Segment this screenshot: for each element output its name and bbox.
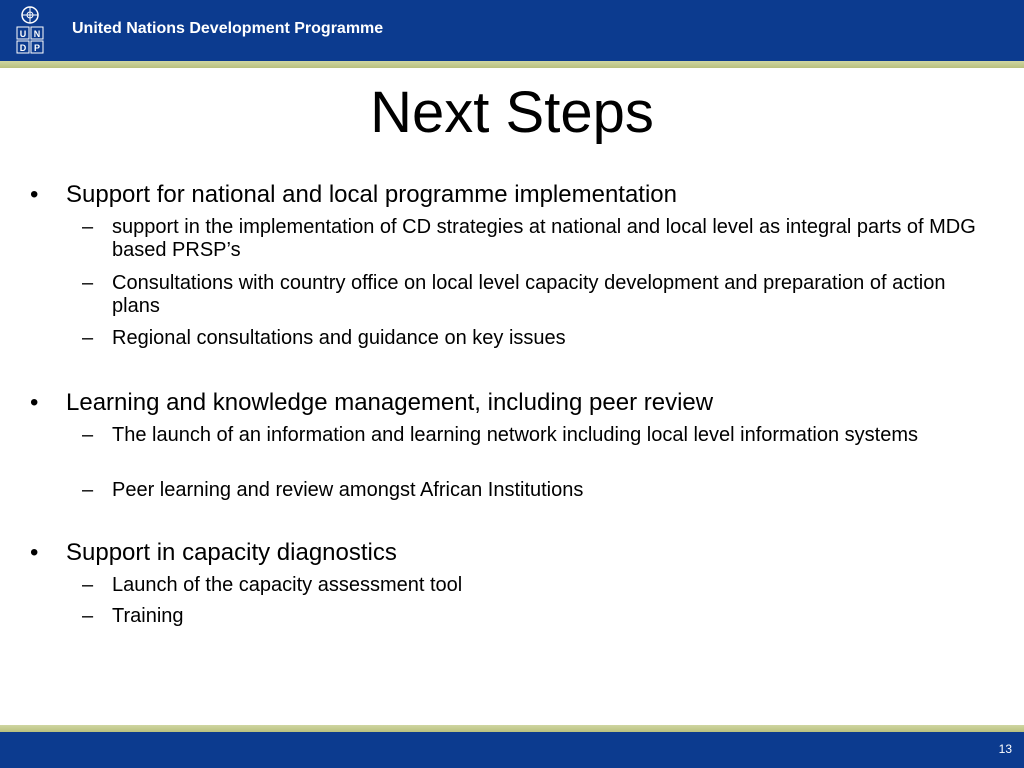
svg-text:D: D xyxy=(19,43,27,53)
bullet-mark: • xyxy=(30,539,39,566)
svg-text:P: P xyxy=(33,43,41,53)
bullet-text: Support for national and local programme implementation xyxy=(66,181,678,208)
sub-text: Regional consultations and guidance on key issues xyxy=(112,327,566,349)
sub-mark: – xyxy=(82,605,94,627)
bullet-mark: • xyxy=(30,181,39,208)
sub-text: Launch of the capacity assessment tool xyxy=(112,574,463,596)
page-number: 13 xyxy=(998,742,1012,756)
bullet-text: Learning and knowledge management, including peer review xyxy=(66,389,714,416)
sub-mark: – xyxy=(82,574,94,596)
sub-text: support in the implementation of CD strategies at national and local level as integral parts of MDG based PRSP’s xyxy=(112,216,976,261)
footer-accent-line xyxy=(0,725,1024,732)
sub-mark: – xyxy=(82,424,94,446)
svg-text:N: N xyxy=(33,29,41,39)
org-name: United Nations Development Programme xyxy=(72,20,384,37)
sub-text: The launch of an information and learning network including local level information systems xyxy=(112,424,918,446)
sub-mark: – xyxy=(82,272,94,294)
sub-mark: – xyxy=(82,479,94,501)
svg-text:U: U xyxy=(19,29,27,39)
footer-bar xyxy=(0,732,1024,768)
bullet-text: Support in capacity diagnostics xyxy=(66,539,397,566)
sub-mark: – xyxy=(82,327,94,349)
sub-mark: – xyxy=(82,216,94,238)
slide-title: Next Steps xyxy=(370,80,654,145)
sub-text: Training xyxy=(112,605,184,627)
sub-text: Consultations with country office on local level capacity development and preparation of action plans xyxy=(112,272,946,317)
bullet-mark: • xyxy=(30,389,39,416)
sub-text: Peer learning and review amongst African Institutions xyxy=(112,479,584,501)
